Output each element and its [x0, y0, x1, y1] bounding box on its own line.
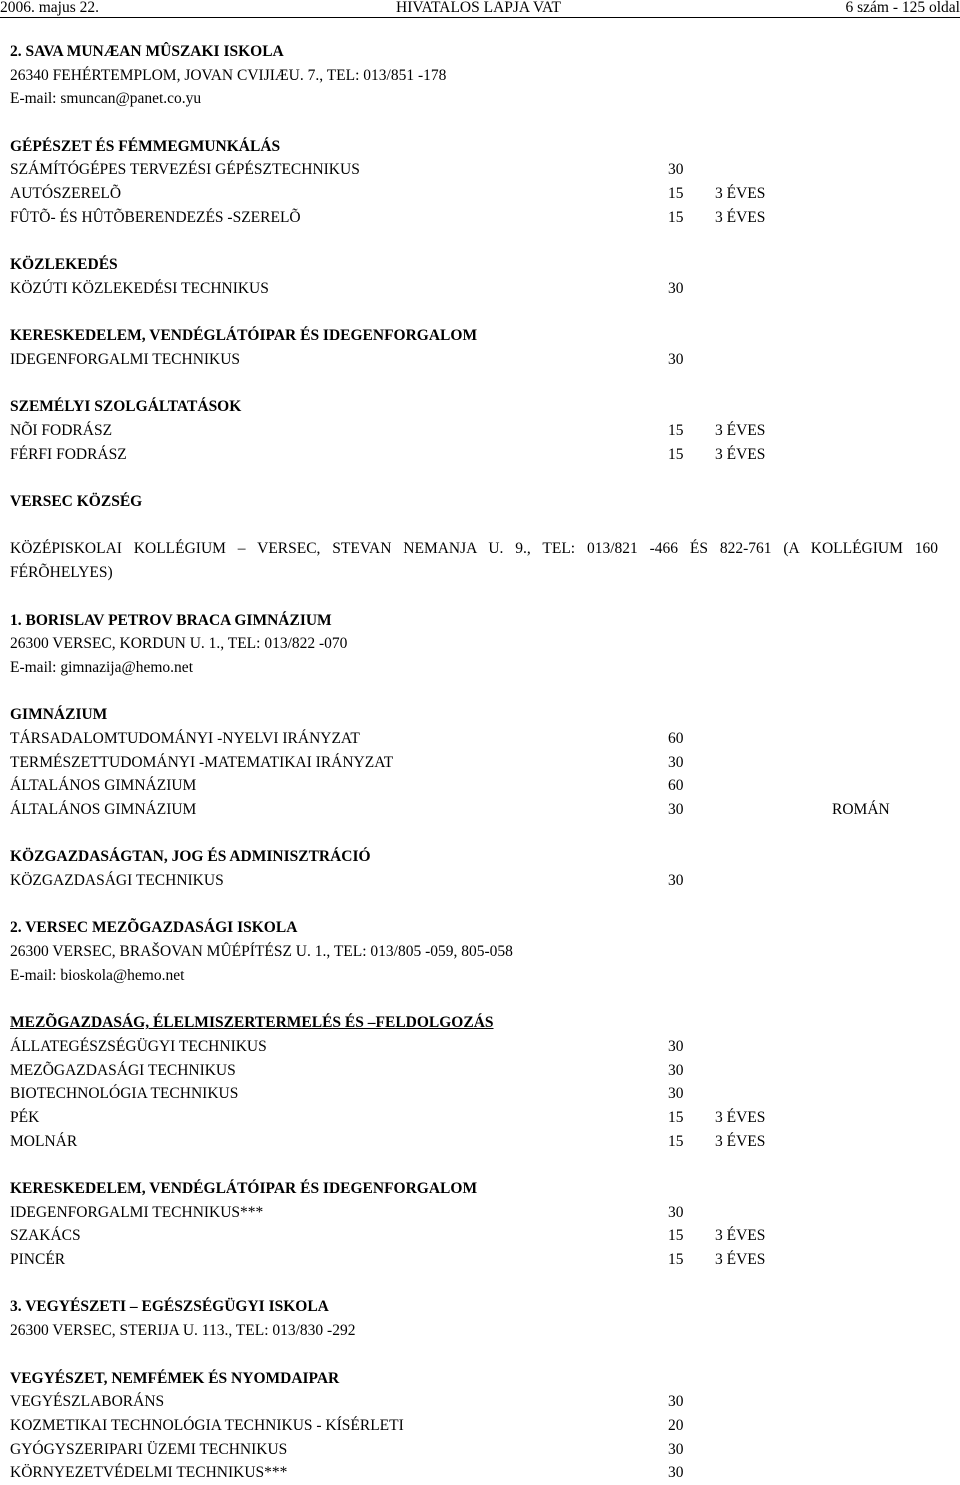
header-issue: 6 szám - 125 oldal: [845, 0, 960, 16]
program-places: 15: [668, 1251, 684, 1269]
program-row: [10, 1414, 950, 1438]
program-name: BIOTECHNOLÓGIA TECHNIKUS: [10, 1085, 239, 1103]
spacer: [10, 680, 950, 704]
program-row: [10, 158, 950, 182]
program-name: FÛTÕ- ÉS HÛTÕBERENDEZÉS -SZERELÕ: [10, 208, 301, 226]
program-places: 15: [668, 445, 684, 463]
program-places: 60: [668, 777, 684, 795]
program-places: 15: [668, 1227, 684, 1245]
spacer: [10, 111, 950, 135]
program-places: 20: [668, 1416, 684, 1434]
program-name: SZAKÁCS: [10, 1227, 81, 1245]
header-rule: [0, 17, 960, 18]
program-places: 30: [668, 350, 684, 368]
spacer: [10, 372, 950, 396]
program-row: [10, 1130, 950, 1154]
program-row: [10, 419, 950, 443]
program-name: NÕI FODRÁSZ: [10, 422, 113, 439]
program-row: [10, 1224, 950, 1248]
program-name: TERMÉSZETTUDOMÁNYI -MATEMATIKAI IRÁNYZAT: [10, 753, 394, 771]
program-places: 30: [668, 801, 684, 819]
school-address: 26300 VERSEC, KORDUN U. 1., TEL: 013/822 -070: [10, 635, 348, 653]
program-row: [10, 277, 950, 301]
program-row: [10, 1248, 950, 1272]
program-row: [10, 798, 950, 822]
program-row: [10, 1106, 950, 1130]
program-name: IDEGENFORGALMI TECHNIKUS***: [10, 1203, 264, 1221]
program-row: [10, 1390, 950, 1414]
program-row: [10, 182, 950, 206]
program-duration: 3 ÉVES: [715, 208, 766, 226]
school-address: 26300 VERSEC, STERIJA U. 113., TEL: 013/830 -292: [10, 1322, 356, 1340]
program-name: ÁLTALÁNOS GIMNÁZIUM: [10, 801, 197, 819]
spacer: [10, 301, 950, 325]
program-name: IDEGENFORGALMI TECHNIKUS: [10, 350, 241, 368]
section-title: SZEMÉLYI SZOLGÁLTATÁSOK: [10, 398, 242, 416]
program-row: [10, 774, 950, 798]
program-places: 30: [668, 1203, 684, 1221]
section-title: VEGYÉSZET, NEMFÉMEK ÉS NYOMDAIPAR: [10, 1369, 340, 1387]
section-title: GIMNÁZIUM: [10, 706, 108, 724]
spacer: [10, 466, 950, 490]
school-title: 1. BORISLAV PETROV BRACA GIMNÁZIUM: [10, 611, 332, 629]
spacer: [10, 514, 950, 538]
program-row: [10, 751, 950, 775]
program-row: [10, 348, 950, 372]
program-row: [10, 1438, 950, 1462]
program-duration: 3 ÉVES: [715, 1132, 766, 1150]
program-places: 30: [668, 161, 684, 179]
school-title: 2. VERSEC MEZÕGAZDASÁGI ISKOLA: [10, 919, 298, 937]
program-row: [10, 1059, 950, 1083]
spacer: [10, 230, 950, 254]
program-name: SZÁMÍTÓGÉPES TERVEZÉSI GÉPÉSZTECHNIKUS: [10, 161, 360, 179]
section-title: KERESKEDELEM, VENDÉGLÁTÓIPAR ÉS IDEGENFORGALOM: [10, 1180, 478, 1198]
program-places: 15: [668, 208, 684, 226]
program-row: [10, 206, 950, 230]
program-places: 30: [668, 1393, 684, 1411]
program-name: MOLNÁR: [10, 1132, 78, 1150]
header-journal: HIVATALOS LAPJA VAT: [396, 0, 561, 16]
section-title: KÖZGAZDASÁGTAN, JOG ÉS ADMINISZTRÁCIÓ: [10, 848, 371, 866]
section-title: MEZÕGAZDASÁG, ÉLELMISZERTERMELÉS ÉS –FELDOLGOZÁS: [10, 1014, 494, 1032]
program-places: 30: [668, 1037, 684, 1055]
spacer: [10, 585, 950, 609]
school-email: E-mail: smuncan@panet.co.yu: [10, 90, 202, 108]
program-name: PÉK: [10, 1108, 40, 1126]
program-name: ÁLTALÁNOS GIMNÁZIUM: [10, 777, 197, 795]
program-places: 15: [668, 185, 684, 203]
program-places: 15: [668, 422, 684, 439]
program-duration: 3 ÉVES: [715, 185, 766, 203]
program-row: [10, 727, 950, 751]
spacer: [10, 822, 950, 846]
program-name: FÉRFI FODRÁSZ: [10, 445, 127, 463]
program-duration: 3 ÉVES: [715, 445, 766, 463]
program-row: [10, 1082, 950, 1106]
program-places: 30: [668, 1464, 684, 1482]
program-name: AUTÓSZERELÕ: [10, 185, 122, 203]
section-title: KERESKEDELEM, VENDÉGLÁTÓIPAR ÉS IDEGENFORGALOM: [10, 327, 478, 345]
spacer: [10, 1272, 950, 1296]
program-name: MEZÕGAZDASÁGI TECHNIKUS: [10, 1061, 236, 1079]
program-row: [10, 1035, 950, 1059]
header-date: 2006. majus 22.: [0, 0, 100, 16]
spacer: [10, 988, 950, 1012]
program-duration: 3 ÉVES: [715, 1251, 766, 1269]
program-name: PINCÉR: [10, 1251, 66, 1269]
spacer: [10, 1343, 950, 1367]
program-name: ÁLLATEGÉSZSÉGÜGYI TECHNIKUS: [10, 1037, 267, 1055]
program-duration: 3 ÉVES: [715, 1108, 766, 1126]
program-places: 60: [668, 729, 684, 747]
school-email: E-mail: gimnazija@hemo.net: [10, 658, 193, 676]
program-name: KÖRNYEZETVÉDELMI TECHNIKUS***: [10, 1464, 288, 1482]
program-name: TÁRSADALOMTUDOMÁNYI -NYELVI IRÁNYZAT: [10, 729, 360, 747]
spacer: [10, 1153, 950, 1177]
document-body: [10, 40, 950, 1485]
program-name: GYÓGYSZERIPARI ÜZEMI TECHNIKUS: [10, 1440, 288, 1458]
program-row: [10, 443, 950, 467]
program-name: KÖZÚTI KÖZLEKEDÉSI TECHNIKUS: [10, 279, 269, 297]
section-title: KÖZLEKEDÉS: [10, 256, 118, 274]
program-language: ROMÁN: [832, 801, 890, 819]
school-address: 26340 FEHÉRTEMPLOM, JOVAN CVIJIÆU. 7., TEL: 013/851 -178: [10, 66, 447, 84]
school-title: 2. SAVA MUNÆAN MÛSZAKI ISKOLA: [10, 43, 284, 60]
program-row: [10, 869, 950, 893]
municipality-heading: VERSEC KÖZSÉG: [10, 493, 143, 511]
program-row: [10, 1201, 950, 1225]
dormitory-paragraph: KÖZÉPISKOLAI KOLLÉGIUM – VERSEC, STEVAN NEMANJA U. 9., TEL: 013/821 -466 ÉS 822-761 (A KOLLÉGIUM 160 FÉRÕHELYES): [10, 540, 938, 582]
section-title: GÉPÉSZET ÉS FÉMMEGMUNKÁLÁS: [10, 137, 281, 155]
program-places: 30: [668, 1061, 684, 1079]
spacer: [10, 893, 950, 917]
program-row: [10, 1461, 950, 1485]
school-email: E-mail: bioskola@hemo.net: [10, 966, 185, 984]
program-places: 30: [668, 753, 684, 771]
program-places: 30: [668, 872, 684, 890]
program-places: 15: [668, 1132, 684, 1150]
program-places: 30: [668, 1085, 684, 1103]
program-places: 30: [668, 1440, 684, 1458]
program-duration: 3 ÉVES: [715, 422, 766, 439]
program-duration: 3 ÉVES: [715, 1227, 766, 1245]
program-places: 15: [668, 1108, 684, 1126]
program-name: KOZMETIKAI TECHNOLÓGIA TECHNIKUS - KÍSÉRLETI: [10, 1416, 404, 1434]
school-title: 3. VEGYÉSZETI – EGÉSZSÉGÜGYI ISKOLA: [10, 1298, 329, 1316]
page-header: [0, 0, 960, 14]
program-places: 30: [668, 279, 684, 297]
program-name: KÖZGAZDASÁGI TECHNIKUS: [10, 872, 224, 890]
program-name: VEGYÉSZLABORÁNS: [10, 1393, 165, 1411]
school-address: 26300 VERSEC, BRAŠOVAN MÛÉPÍTÉSZ U. 1., TEL: 013/805 -059, 805-058: [10, 943, 513, 961]
